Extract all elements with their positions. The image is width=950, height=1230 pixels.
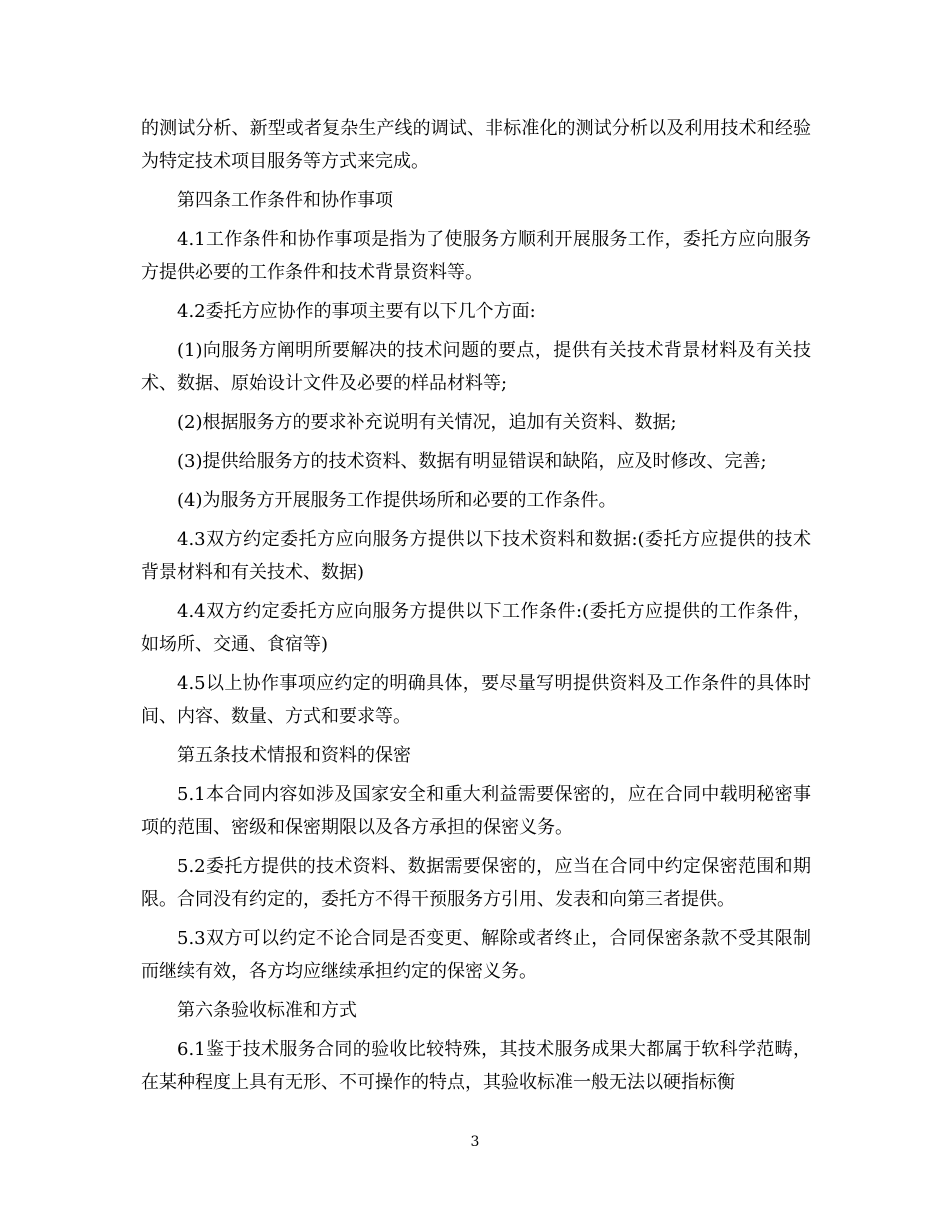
list-item-1: (1)向服务方阐明所要解决的技术问题的要点，提供有关技术背景材料及有关技术、数据、原始设计文件及必要的样品材料等; bbox=[141, 340, 811, 394]
paragraph-4-3: 4.3双方约定委托方应向服务方提供以下技术资料和数据:(委托方应提供的技术背景材料和有关技术、数据) bbox=[141, 529, 811, 583]
paragraph-5-2: 5.2委托方提供的技术资料、数据需要保密的，应当在合同中约定保密范围和期限。合同没有约定的，委托方不得干预服务方引用、发表和向第三者提供。 bbox=[141, 856, 811, 910]
paragraph-4-1: 4.1工作条件和协作事项是指为了使服务方顺利开展服务工作，委托方应向服务方提供必要的工作条件和技术背景资料等。 bbox=[141, 229, 811, 283]
heading-article-5: 第五条技术情报和资料的保密 bbox=[177, 745, 411, 766]
page-number: 3 bbox=[470, 1134, 480, 1150]
paragraph-continued: 的测试分析、新型或者复杂生产线的调试、非标准化的测试分析以及利用技术和经验为特定技术项目服务等方式来完成。 bbox=[141, 118, 811, 172]
heading-article-6: 第六条验收标准和方式 bbox=[177, 1000, 357, 1021]
paragraph-4-2: 4.2委托方应协作的事项主要有以下几个方面: bbox=[177, 301, 536, 322]
paragraph-6-1: 6.1鉴于技术服务合同的验收比较特殊，其技术服务成果大都属于软科学范畴，在某种程度上具有无形、不可操作的特点，其验收标准一般无法以硬指标衡 bbox=[141, 1039, 811, 1093]
paragraph-5-1: 5.1本合同内容如涉及国家安全和重大利益需要保密的，应在合同中载明秘密事项的范围、密级和保密期限以及各方承担的保密义务。 bbox=[141, 784, 811, 838]
paragraph-5-3: 5.3双方可以约定不论合同是否变更、解除或者终止，合同保密条款不受其限制而继续有效，各方均应继续承担约定的保密义务。 bbox=[141, 928, 811, 982]
list-item-4: (4)为服务方开展服务工作提供场所和必要的工作条件。 bbox=[177, 490, 617, 511]
document-body bbox=[141, 112, 811, 1099]
heading-article-4: 第四条工作条件和协作事项 bbox=[177, 190, 393, 211]
list-item-2: (2)根据服务方的要求补充说明有关情况，追加有关资料、数据; bbox=[177, 412, 677, 433]
list-item-3: (3)提供给服务方的技术资料、数据有明显错误和缺陷，应及时修改、完善; bbox=[177, 451, 767, 472]
paragraph-4-4: 4.4双方约定委托方应向服务方提供以下工作条件:(委托方应提供的工作条件，如场所、交通、食宿等) bbox=[141, 601, 811, 655]
paragraph-4-5: 4.5以上协作事项应约定的明确具体，要尽量写明提供资料及工作条件的具体时间、内容、数量、方式和要求等。 bbox=[141, 673, 811, 727]
